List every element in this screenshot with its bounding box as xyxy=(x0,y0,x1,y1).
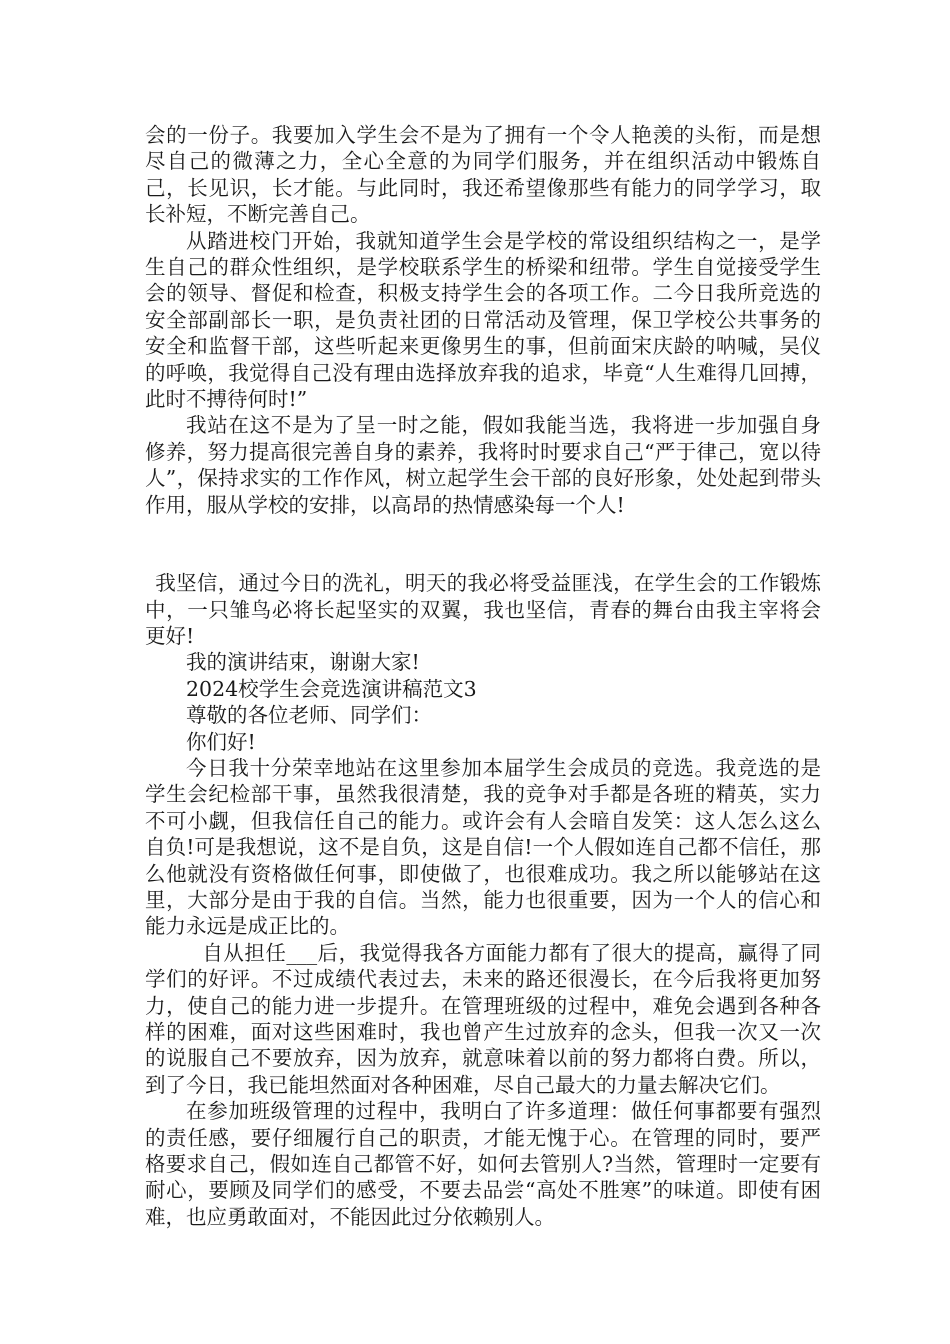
paragraph-student-union-intro: 从踏进校门开始，我就知道学生会是学校的常设组织结构之一，是学生自己的群众性组织，是学校联系学生的桥梁和纽带。学生自觉接受学生会的领导、督促和检查，积极支持学生会的各项工作。二今日我所竞选的安全部副部长一职，是负责社团的日常活动及管理，保卫学校公共事务的安全和监督干部，这些听起来更像男生的事，但前面宋庆龄的呐喊，吴仪的呼唤，我觉得自己没有理由选择放弃我的追求，毕竟“人生难得几回搏，此时不搏待何时!” xyxy=(145,228,821,412)
paragraph-continuation: 会的一份子。我要加入学生会不是为了拥有一个令人艳羡的头衔，而是想尽自己的微薄之力，全心全意的为同学们服务，并在组织活动中锻炼自己，长见识，长才能。与此同时，我还希望像那些有能力的同学学习，取长补短，不断完善自己。 xyxy=(145,123,821,227)
paragraph-experience: 自从担任___后，我觉得我各方面能力都有了很大的提高，赢得了同学们的好评。不过成绩代表过去，未来的路还很漫长，在今后我将更加努力，使自己的能力进一步提升。在管理班级的过程中，难免会遇到各种各样的困难，面对这些困难时，我也曾产生过放弃的念头，但我一次又一次的说服自己不要放弃，因为放弃，就意味着以前的努力都将白费。所以，到了今日，我已能坦然面对各种困难，尽自己最大的力量去解决它们。 xyxy=(145,940,821,1097)
paragraph-lessons: 在参加班级管理的过程中，我明白了许多道理：做任何事都要有强烈的责任感，要仔细履行自己的职责，才能无愧于心。在管理的同时，要严格要求自己，假如连自己都管不好，如何去管别人?当然，管理时一定要有耐心，要顾及同学们的感受，不要去品尝“高处不胜寒”的味道。即使有困难，也应勇敢面对，不能因此过分依赖别人。 xyxy=(145,1099,821,1229)
document-body xyxy=(145,122,821,1230)
section-title: 2024校学生会竞选演讲稿范文3 xyxy=(186,676,477,701)
paragraph-closing: 我的演讲结束，谢谢大家! xyxy=(186,650,420,675)
blank-gap xyxy=(145,518,821,570)
greeting: 你们好! xyxy=(186,729,256,754)
salutation: 尊敬的各位老师、同学们： xyxy=(186,703,432,728)
paragraph-self-confidence: 今日我十分荣幸地站在这里参加本届学生会成员的竞选。我竞选的是学生会纪检部干事，虽然我很清楚，我的竞争对手都是各班的精英，实力不可小觑，但我信任自己的能力。或许会有人会暗自发笑：这人怎么这么自负!可是我想说，这不是自负，这是自信!一个人假如连自己都不信任，那么他就没有资格做任何事，即使做了，也很难成功。我之所以能够站在这里，大部分是由于我的自信。当然，能力也很重要，因为一个人的信心和能力永远是成正比的。 xyxy=(145,755,821,939)
paragraph-commitment: 我站在这不是为了呈一时之能，假如我能当选，我将进一步加强自身修养，努力提高很完善自身的素养，我将时时要求自己“严于律己，宽以待人”，保持求实的工作作风，树立起学生会干部的良好形象，处处起到带头作用，服从学校的安排，以高昂的热情感染每一个人! xyxy=(145,413,821,517)
paragraph-belief: 我坚信，通过今日的洗礼，明天的我必将受益匪浅，在学生会的工作锻炼中，一只雏鸟必将长起坚实的双翼，我也坚信，青春的舞台由我主宰将会更好! xyxy=(145,571,821,648)
